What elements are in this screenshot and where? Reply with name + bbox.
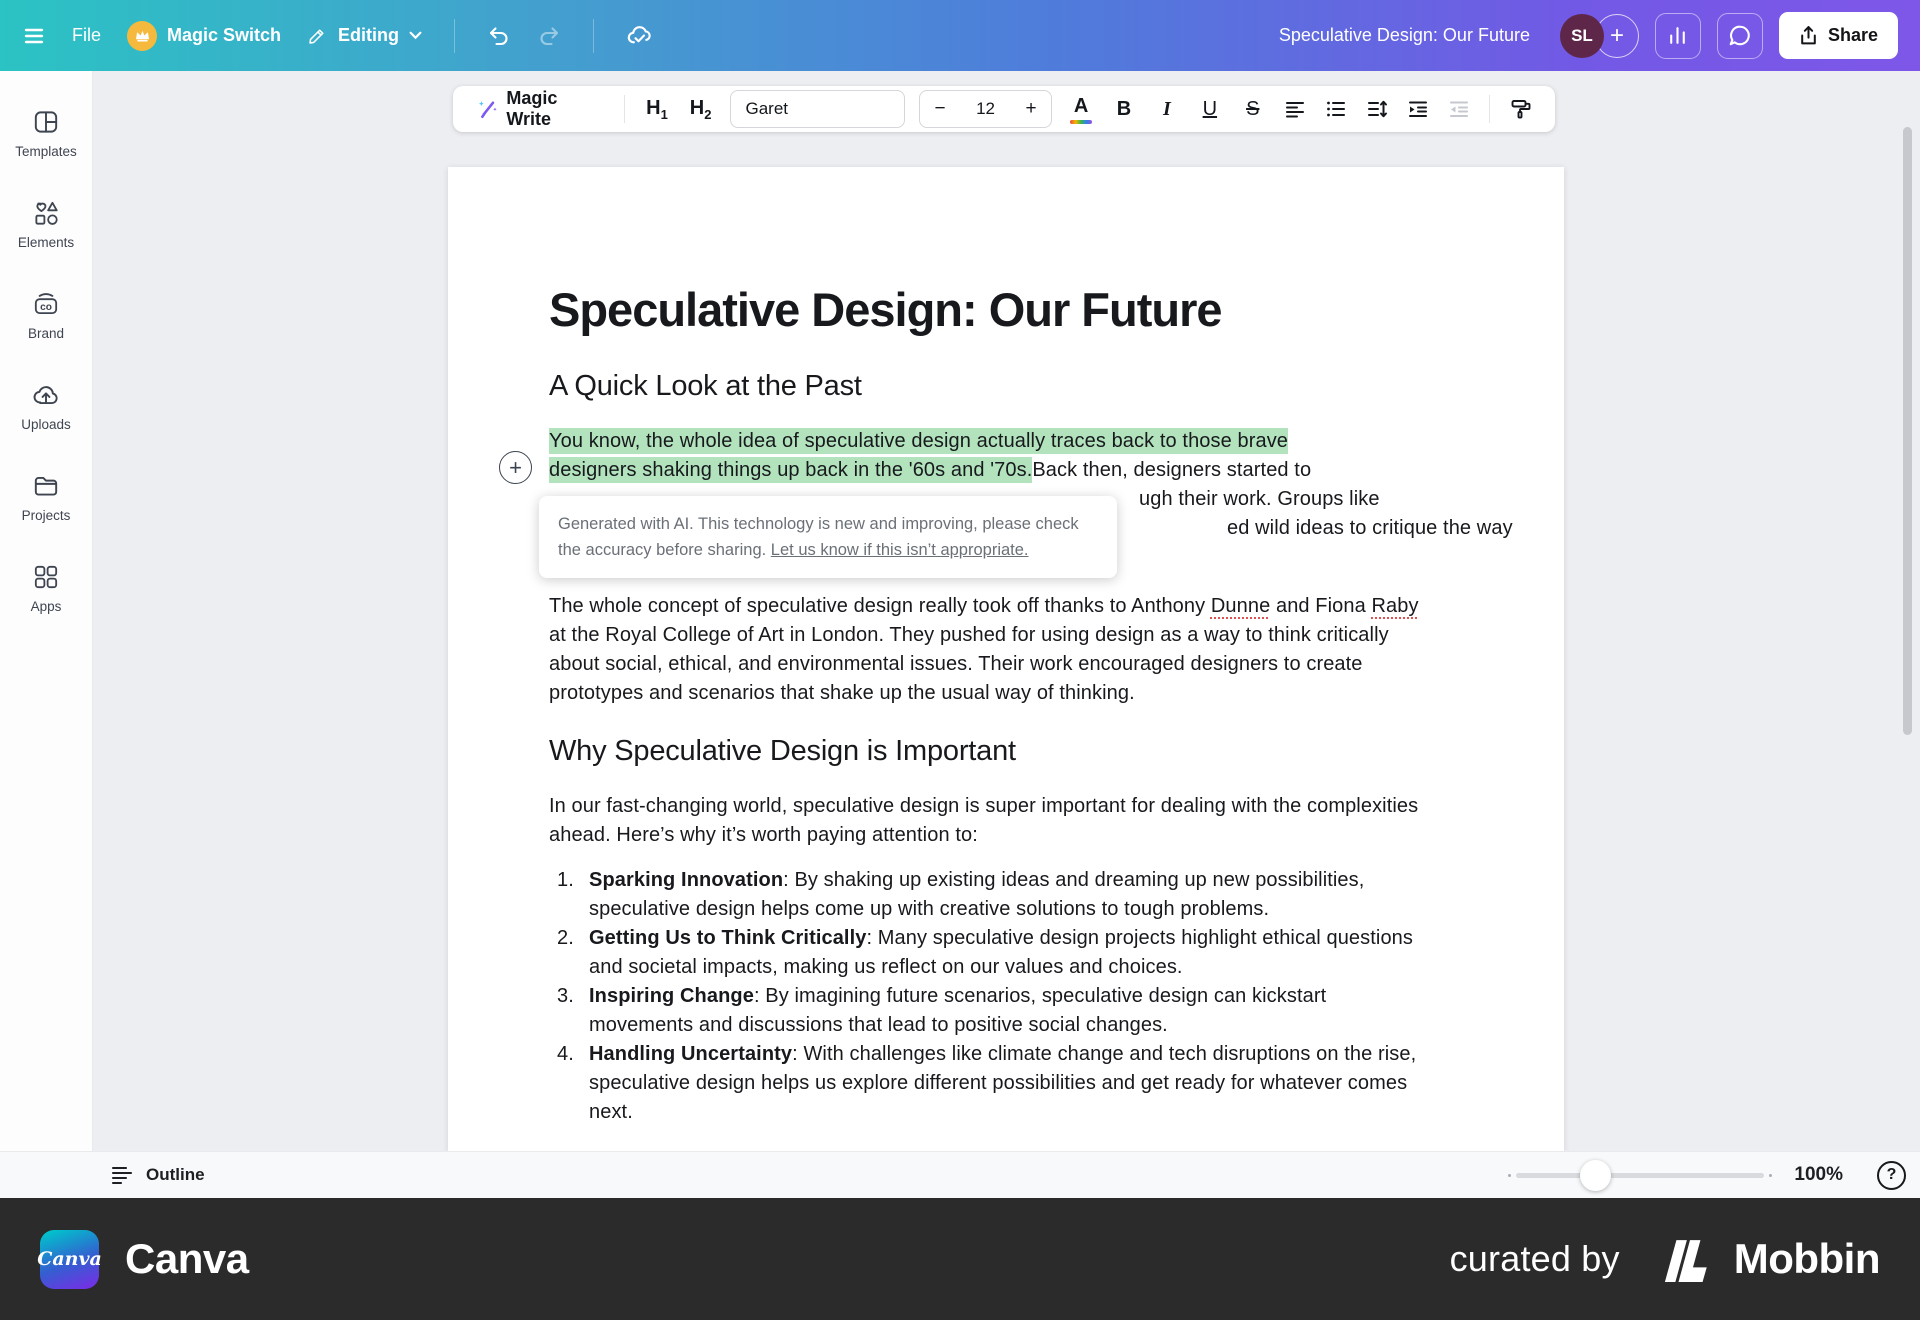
ai-generated-tooltip xyxy=(539,496,1117,578)
bullet-list-button[interactable] xyxy=(1317,90,1354,128)
underline-button[interactable]: U xyxy=(1202,97,1218,120)
highlighted-text[interactable]: You know, the whole idea of speculative design actually traces back to those brave xyxy=(549,430,1289,452)
body-text-fragment[interactable]: ugh their work. Groups like xyxy=(1139,488,1380,510)
comments-button[interactable] xyxy=(1717,13,1763,59)
font-family-select[interactable] xyxy=(730,90,905,128)
misspelled-word[interactable]: Dunne xyxy=(1210,595,1271,617)
sidebar-item-label: Uploads xyxy=(21,416,71,432)
sidebar-item-label: Templates xyxy=(15,143,77,159)
section-heading-past[interactable]: A Quick Look at the Past xyxy=(549,370,862,402)
list-item[interactable]: 4. Handling Uncertainty: With challenges like climate change and tech disruptions on the rise, speculative design helps us explore different possibilities and get ready for whatever comes next. xyxy=(549,1040,1434,1127)
list-number: 1. xyxy=(557,869,574,891)
curated-by-text: curated by xyxy=(1449,1238,1620,1279)
highlighted-text[interactable]: designers shaking things up back in the '60s and '70s. xyxy=(549,459,1033,481)
svg-text:co: co xyxy=(40,301,52,313)
status-bar xyxy=(0,1151,1920,1198)
magic-write-button[interactable] xyxy=(469,88,612,130)
topbar-doc-title: Speculative Design: Our Future xyxy=(1278,25,1530,45)
share-label: Share xyxy=(1827,25,1878,45)
ai-tooltip-message: Generated with AI. This technology is new and improving, please check the accuracy before sharing. xyxy=(558,515,1079,559)
toolbar-divider xyxy=(1489,95,1490,123)
sidebar-item-label: Elements xyxy=(17,234,75,250)
chevron-down-icon xyxy=(409,31,422,40)
outline-icon xyxy=(110,1164,134,1186)
brand-kit-icon xyxy=(31,289,61,319)
canva-logo-icon xyxy=(37,1230,102,1289)
list-item[interactable]: 2. Getting Us to Think Critically: Many speculative design projects highlight ethical questions and societal impacts, making us reflect on our values and choices. xyxy=(549,924,1434,982)
numbered-list[interactable] xyxy=(549,866,1434,1127)
line-spacing-icon xyxy=(1366,98,1388,120)
templates-icon xyxy=(31,107,61,137)
add-member-button[interactable]: + xyxy=(1595,14,1639,58)
indent-icon xyxy=(1407,98,1429,120)
ai-tooltip-report-link[interactable]: Let us know if this isn’t appropriate. xyxy=(770,541,1029,559)
mobbin-wordmark: Mobbin xyxy=(1733,1235,1880,1282)
misspelled-word[interactable]: Raby xyxy=(1371,595,1419,617)
magic-write-label: Magic Write xyxy=(506,88,558,129)
sidebar-item-projects[interactable] xyxy=(0,451,93,542)
avatar[interactable]: SL xyxy=(1560,14,1604,58)
font-size-stepper xyxy=(919,90,1051,128)
body-text[interactable]: Back then, designers started to xyxy=(1032,459,1312,481)
sidebar-item-label: Apps xyxy=(30,598,62,614)
bold-button[interactable]: B xyxy=(1116,97,1132,120)
insights-button[interactable] xyxy=(1655,13,1701,59)
sidebar-item-label: Brand xyxy=(27,325,65,341)
add-block-button[interactable]: + xyxy=(499,451,532,484)
redo-button[interactable] xyxy=(537,24,561,48)
magic-wand-icon xyxy=(477,98,498,120)
sidebar-item-uploads[interactable] xyxy=(0,360,93,451)
list-item[interactable]: 1. Sparking Innovation: By shaking up existing ideas and dreaming up new possibilities, speculative design helps come up with creative solutions to tough problems. xyxy=(549,866,1434,924)
attribution-footer xyxy=(0,1198,1920,1320)
heading2-button[interactable]: $H_2$ xyxy=(689,96,712,122)
color-gradient-bar xyxy=(1070,120,1092,124)
zoom-slider-knob[interactable] xyxy=(1580,1160,1611,1191)
list-item[interactable]: 3. Inspiring Change: By imagining future scenarios, speculative design can kickstart movements and discussions that lead to positive social changes. xyxy=(549,982,1434,1040)
pencil-icon xyxy=(307,25,328,46)
projects-folder-icon xyxy=(31,471,61,501)
editor-canvas xyxy=(93,71,1920,1151)
hamburger-menu-icon[interactable] xyxy=(22,24,46,48)
section-heading-important[interactable]: Why Speculative Design is Important xyxy=(549,735,1016,767)
editing-mode-dropdown[interactable] xyxy=(307,25,422,46)
share-button[interactable] xyxy=(1779,12,1898,59)
canva-wordmark: Canva xyxy=(125,1235,249,1282)
sidebar-item-templates[interactable] xyxy=(0,87,93,178)
font-size-decrease-button[interactable]: − xyxy=(934,98,946,119)
sidebar-item-elements[interactable] xyxy=(0,178,93,269)
font-size-increase-button[interactable]: + xyxy=(1025,98,1037,119)
font-family-value: Garet xyxy=(745,99,789,118)
outdent-button[interactable] xyxy=(1440,90,1477,128)
top-bar xyxy=(0,0,1920,71)
body-text-fragment[interactable]: ed wild ideas to critique the way xyxy=(1227,517,1513,539)
sidebar-item-brand[interactable] xyxy=(0,269,93,360)
zoom-percentage[interactable]: 100% xyxy=(1794,1164,1843,1185)
heading1-button[interactable]: $H_1$ xyxy=(646,96,668,122)
share-upload-icon xyxy=(1799,25,1818,46)
comment-bubble-icon xyxy=(1728,24,1752,48)
list-number: 3. xyxy=(557,985,574,1007)
vertical-scrollbar[interactable] xyxy=(1903,127,1912,735)
apps-grid-icon xyxy=(31,562,61,592)
list-number: 4. xyxy=(557,1043,574,1065)
formatting-toolbar xyxy=(453,86,1555,132)
strikethrough-button[interactable]: S xyxy=(1246,97,1260,120)
document-title[interactable]: Speculative Design: Our Future xyxy=(549,283,1222,336)
topbar-divider xyxy=(454,19,455,53)
bullet-list-icon xyxy=(1325,98,1347,120)
editing-mode-label: Editing xyxy=(338,25,400,45)
magic-switch-button[interactable] xyxy=(127,21,281,51)
topbar-divider xyxy=(593,19,594,53)
undo-button[interactable] xyxy=(487,24,511,48)
outline-label: Outline xyxy=(146,1165,205,1184)
paragraph-dunne-raby[interactable]: The whole concept of speculative design really took off thanks to Anthony Dunne and Fiona Raby at the Royal College of Art in London. They pushed for using design as a way to think critically about social, ethical, and environmental issues. Their work encouraged designers to create prototypes and scenarios that shake up the usual way of thinking. xyxy=(549,595,1419,704)
mobbin-logo-icon xyxy=(1662,1236,1718,1282)
align-left-button[interactable] xyxy=(1276,90,1313,128)
left-sidebar xyxy=(0,71,93,1151)
sidebar-item-apps[interactable] xyxy=(0,542,93,633)
zoom-slider[interactable] xyxy=(1516,1173,1764,1178)
document-page[interactable] xyxy=(448,167,1564,1151)
indent-button[interactable] xyxy=(1399,90,1436,128)
toolbar-divider xyxy=(624,95,625,123)
paragraph-intro-list[interactable]: In our fast-changing world, speculative design is super important for dealing with the complexities ahead. Here’s why it’s worth paying attention to: xyxy=(549,795,1419,846)
magic-switch-label: Magic Switch xyxy=(167,25,282,45)
list-number: 2. xyxy=(557,927,574,949)
help-button[interactable]: ? xyxy=(1877,1161,1906,1190)
outline-toggle[interactable] xyxy=(110,1164,205,1186)
sidebar-item-label: Projects xyxy=(21,507,71,523)
text-color-button[interactable]: A xyxy=(1062,90,1101,128)
align-left-icon xyxy=(1284,98,1306,120)
format-paint-button[interactable] xyxy=(1502,90,1539,128)
file-menu[interactable] xyxy=(72,25,101,46)
line-spacing-button[interactable] xyxy=(1358,90,1395,128)
crown-icon xyxy=(127,21,157,51)
italic-button[interactable]: I xyxy=(1163,97,1171,120)
file-menu-label: File xyxy=(72,25,102,45)
uploads-cloud-icon xyxy=(31,380,61,410)
bar-chart-icon xyxy=(1666,24,1689,47)
cloud-saved-icon[interactable] xyxy=(626,22,653,49)
font-size-value[interactable]: 12 xyxy=(976,99,995,118)
canva-icon-script: Canva xyxy=(37,1248,102,1270)
elements-icon xyxy=(31,198,61,228)
paint-roller-icon xyxy=(1510,98,1532,120)
outdent-icon xyxy=(1448,98,1470,120)
